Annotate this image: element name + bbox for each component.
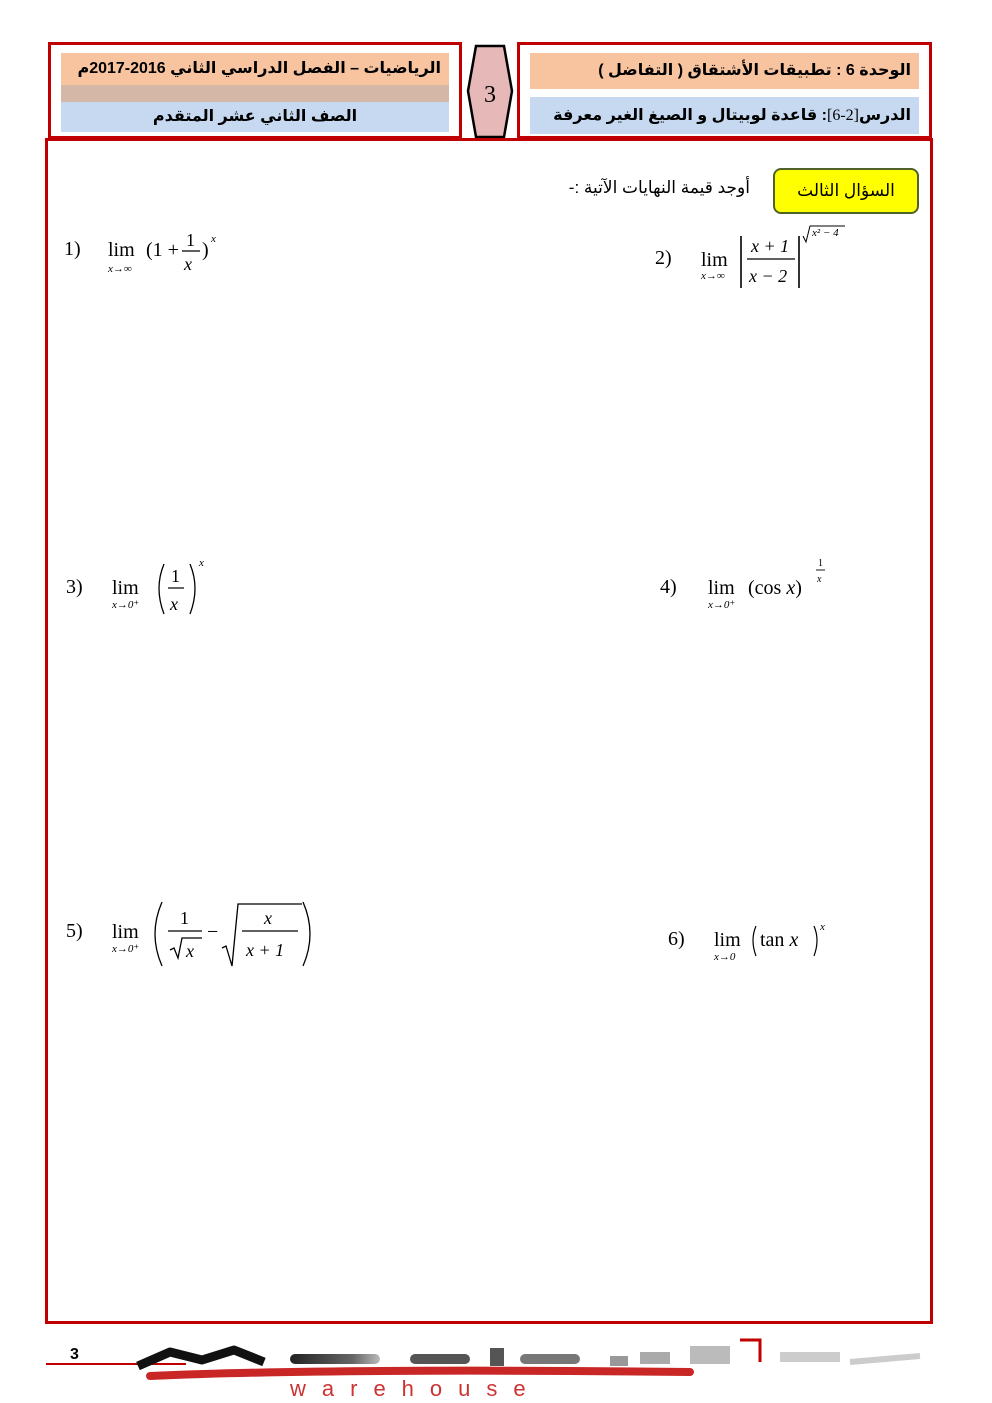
header-lesson-box: [517, 42, 932, 139]
lim-subscript: x→0⁺: [112, 943, 140, 955]
svg-text:x² − 4: x² − 4: [812, 227, 839, 239]
content-frame: [45, 138, 933, 1324]
lesson-title: : قاعدة لوبيتال و الصيغ الغير معرفة: [553, 107, 827, 124]
math-expression: [110, 556, 270, 624]
page-badge-number: 3: [484, 82, 496, 108]
page-badge: [466, 44, 514, 139]
problem-number: 6): [668, 928, 685, 950]
svg-text:1: 1: [186, 230, 195, 250]
svg-text:x + 1: x + 1: [751, 236, 790, 256]
svg-text:x − 2: x − 2: [749, 266, 788, 286]
lim-subscript: x→0⁺: [112, 599, 140, 611]
math-expression: [699, 222, 899, 294]
math-expression: [104, 228, 284, 288]
problem-number: 3): [66, 576, 83, 598]
mathwarehouse-logo: [130, 1332, 930, 1402]
subject-term-title: الرياضيات – الفصل الدراسي الثاني 2016-2017م: [61, 53, 449, 85]
math-expression: [712, 918, 892, 968]
question-instruction: أوجد قيمة النهايات الآتية :-: [568, 178, 750, 197]
svg-text:x: x: [170, 594, 178, 614]
logo-text-warehouse: warehouse: [290, 1376, 542, 1401]
svg-text:x + 1: x + 1: [246, 940, 285, 960]
svg-text:1: 1: [171, 566, 180, 586]
footer-page-number: 3: [70, 1346, 79, 1363]
problem-number: 5): [66, 920, 83, 942]
svg-text:x: x: [820, 921, 825, 933]
grade-label: الصف الثاني عشر المتقدم: [61, 102, 449, 132]
problem-number: 1): [64, 238, 81, 260]
expr-text: (1 +: [146, 239, 179, 261]
svg-text:x: x: [264, 908, 272, 928]
svg-text:x: x: [184, 254, 192, 274]
lim-symbol: lim: [108, 239, 135, 261]
problem-number: 4): [660, 576, 677, 598]
lim-symbol: lim: [112, 577, 139, 599]
lim-symbol: lim: [701, 249, 728, 271]
svg-text:−: −: [207, 921, 219, 943]
svg-text:x: x: [817, 574, 822, 585]
svg-text:(cos x): (cos x): [748, 577, 802, 599]
question-badge: السؤال الثالث: [773, 168, 919, 214]
svg-text:): ): [202, 239, 209, 261]
math-expression: [706, 554, 886, 618]
lesson-title-row: [530, 97, 919, 134]
lim-subscript: x→∞: [701, 270, 725, 282]
lesson-prefix: الدرس: [858, 107, 911, 124]
svg-text:x: x: [186, 941, 194, 961]
lim-subscript: x→0⁺: [708, 599, 736, 611]
math-expression: [110, 898, 370, 970]
svg-text:x: x: [211, 233, 216, 245]
hexagon-shape: [466, 44, 514, 139]
header-divider-band: [61, 85, 449, 102]
lesson-code: [6-2]: [826, 107, 859, 124]
svg-text:tan x: tan x: [760, 929, 799, 951]
svg-text:x: x: [199, 557, 204, 569]
lim-symbol: lim: [708, 577, 735, 599]
lim-subscript: x→∞: [108, 263, 132, 275]
svg-text:1: 1: [180, 908, 189, 928]
problem-number: 2): [655, 247, 672, 269]
lim-subscript: x→0: [714, 951, 736, 963]
lim-symbol: lim: [112, 921, 139, 943]
unit-title: الوحدة 6 : تطبيقات الأشتقاق ( التفاضل ): [530, 53, 919, 89]
lim-symbol: lim: [714, 929, 741, 951]
svg-text:1: 1: [818, 558, 823, 569]
header-subject-box: [48, 42, 462, 139]
